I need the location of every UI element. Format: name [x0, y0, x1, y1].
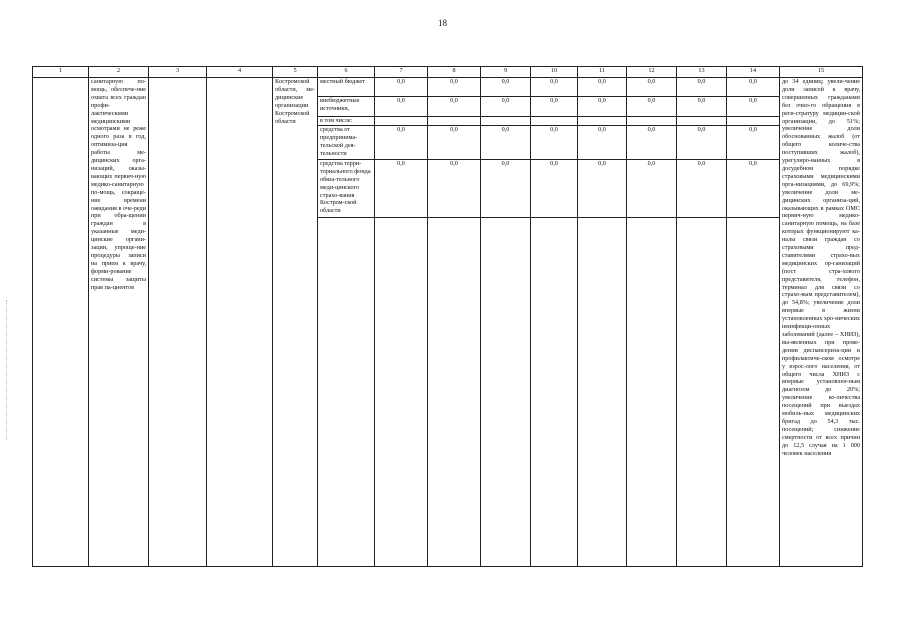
value-cell: 0,0 — [677, 126, 727, 160]
value-cell: 0,0 — [677, 159, 727, 217]
value-cell: 0,0 — [578, 126, 627, 160]
value-cell: 0,0 — [627, 97, 677, 116]
value-cell: 0,0 — [481, 78, 531, 97]
value-cell: 0,0 — [375, 78, 428, 97]
column-number: 6 — [318, 67, 375, 78]
value-cell — [531, 116, 578, 125]
cell-empty — [149, 78, 207, 567]
cell-empty — [531, 217, 578, 566]
executor-cell: Костромской области, ме-дицинские организации Костромской области — [273, 78, 318, 567]
value-cell: 0,0 — [481, 97, 531, 116]
column-number: 13 — [677, 67, 727, 78]
column-number: 2 — [89, 67, 149, 78]
value-cell: 0,0 — [677, 97, 727, 116]
column-number: 7 — [375, 67, 428, 78]
target-indicators-cell: до 34 единиц; увели-чение доли записей к врачу, совершенных гражданами без очно-го обращения в реги-стратуру медицин-ской организации, до 51%; увеличение доли обоснованных жалоб (от общего количе-ства поступивших жалоб), урегулиро-ванных в досудебном порядке страховыми медицинскими орга-низациями, до 69,9%; увеличение доли ме-дицинских организа-ций, оказывающих в рамках ОМС первич-ную медико-санитарную помощь, на базе которых функционируют ка-налы связи граждан со страховыми пред-ставителями страхо-вых медицинских ор-ганизаций (пост стра-хового представителя, телефон, терминал для связи со страхо-вым представителем), до 54,8%; увеличение доли впервые в жизни установленных хро-нических неинфекци-онных заболеваний (далее – ХНИЗ), вы-явленных при прове-дении диспансериза-ции и профилактиче-ском осмотре у взрос-лого населения, от общего числа ХНИЗ с впервые установлен-ным диагнозом до 20%; увеличение ко-личества посещений при выездах мобиль-ных медицинских бригад до 54,3 тыс. посещений; снижение смертности от всех причин до 12,5 случая на 1 000 человек населения — [780, 78, 863, 567]
funding-source-cell: внебюджетные источники, — [318, 97, 375, 116]
column-number: 14 — [727, 67, 780, 78]
cell-empty — [677, 217, 727, 566]
value-cell — [375, 116, 428, 125]
table-row — [33, 78, 863, 97]
cell-empty — [727, 217, 780, 566]
cell-empty — [33, 78, 89, 567]
value-cell: 0,0 — [428, 78, 481, 97]
column-number: 8 — [428, 67, 481, 78]
column-number-row — [33, 67, 863, 78]
value-cell: 0,0 — [727, 97, 780, 116]
cell-empty — [318, 217, 375, 566]
funding-source-cell: местный бюджет — [318, 78, 375, 97]
column-number: 10 — [531, 67, 578, 78]
column-number: 11 — [578, 67, 627, 78]
value-cell — [627, 116, 677, 125]
column-number: 9 — [481, 67, 531, 78]
budget-table — [32, 66, 863, 567]
page-number: 18 — [438, 18, 447, 28]
value-cell: 0,0 — [677, 78, 727, 97]
value-cell: 0,0 — [727, 78, 780, 97]
column-number: 4 — [207, 67, 273, 78]
value-cell: 0,0 — [428, 126, 481, 160]
value-cell — [578, 116, 627, 125]
value-cell: 0,0 — [531, 78, 578, 97]
value-cell: 0,0 — [578, 97, 627, 116]
cell-empty — [627, 217, 677, 566]
value-cell: 0,0 — [428, 97, 481, 116]
value-cell — [481, 116, 531, 125]
value-cell: 0,0 — [627, 78, 677, 97]
value-cell: 0,0 — [727, 126, 780, 160]
column-number: 5 — [273, 67, 318, 78]
value-cell — [677, 116, 727, 125]
value-cell: 0,0 — [627, 159, 677, 217]
value-cell: 0,0 — [531, 126, 578, 160]
value-cell: 0,0 — [375, 159, 428, 217]
cell-empty — [481, 217, 531, 566]
value-cell: 0,0 — [578, 78, 627, 97]
cell-empty — [578, 217, 627, 566]
column-number: 3 — [149, 67, 207, 78]
cell-empty — [375, 217, 428, 566]
value-cell: 0,0 — [375, 126, 428, 160]
value-cell: 0,0 — [481, 159, 531, 217]
value-cell: 0,0 — [727, 159, 780, 217]
cell-empty — [207, 78, 273, 567]
value-cell: 0,0 — [578, 159, 627, 217]
scan-margin-mark — [6, 300, 8, 440]
column-number: 15 — [780, 67, 863, 78]
funding-source-cell: в том числе: — [318, 116, 375, 125]
funding-source-cell: средства от предпринима-тельской дея-тельности — [318, 126, 375, 160]
value-cell: 0,0 — [531, 159, 578, 217]
funding-source-cell: средства терри-ториального фонда обяза-тельного меди-цинского страхо-вания Костром-ской области — [318, 159, 375, 217]
value-cell: 0,0 — [627, 126, 677, 160]
value-cell: 0,0 — [531, 97, 578, 116]
value-cell: 0,0 — [481, 126, 531, 160]
task-description-cell: санитарную по-мощь, обеспече-ние охвата всех граждан профи-лактическими медицинскими осмотрами не реже одного раза в год, оптимиза-ция работы ме-дицинских орга-низаций, оказы-вающих первич-ную медико-санитарную по-мощь, сокраще-ние времени ожидания в оче-реди при обра-щении граждан в указанные меди-цинские органи-зации, упроще-ние процедуры записи на прием к врачу, форми-рование системы защиты прав па-циентов — [89, 78, 149, 567]
value-cell — [727, 116, 780, 125]
cell-empty — [428, 217, 481, 566]
column-number: 1 — [33, 67, 89, 78]
value-cell — [428, 116, 481, 125]
value-cell: 0,0 — [375, 97, 428, 116]
column-number: 12 — [627, 67, 677, 78]
value-cell: 0,0 — [428, 159, 481, 217]
